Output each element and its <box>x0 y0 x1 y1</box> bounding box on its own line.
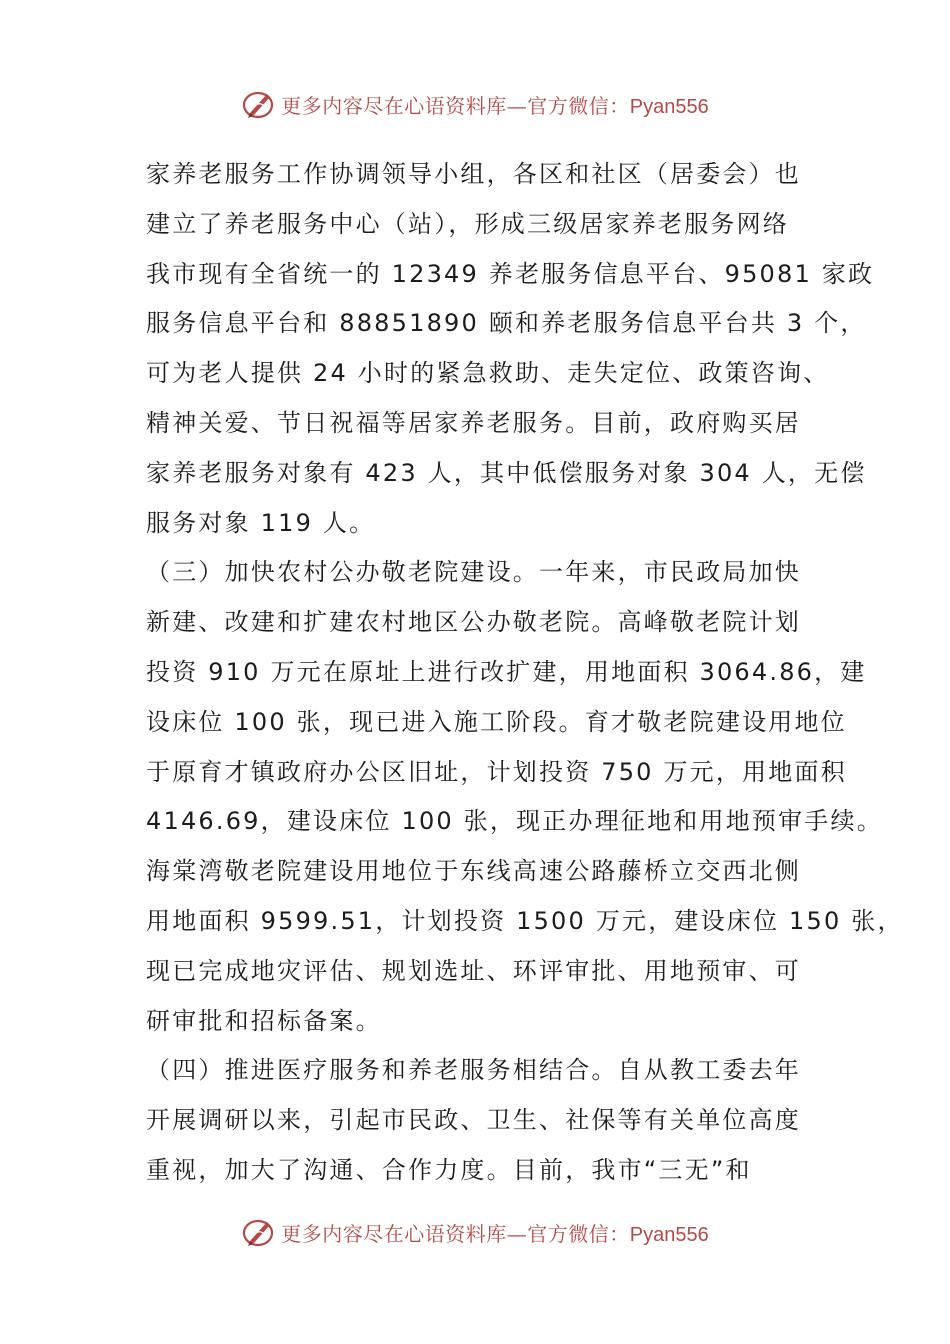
pen-logo-icon <box>241 86 277 122</box>
footer-wechat-id: Pyan556 <box>629 1223 709 1246</box>
body-line: 新建、改建和扩建农村地区公办敬老院。高峰敬老院计划 <box>146 608 801 637</box>
header-banner-label: 更多内容尽在心语资料库—官方微信： <box>281 93 630 118</box>
body-line: 海棠湾敬老院建设用地位于东线高速公路藤桥立交西北侧 <box>146 857 801 886</box>
body-line: 精神关爱、节日祝福等居家养老服务。目前，政府购买居 <box>146 408 801 437</box>
body-line: 4146.69，建设床位 100 张，现正办理征地和用地预审手续。 <box>146 807 883 836</box>
body-line: 我市现有全省统一的 12349 养老服务信息平台、95081 家政 <box>146 259 875 288</box>
document-body <box>146 150 904 1196</box>
body-line: 现已完成地灾评估、规划选址、环评审批、用地预审、可 <box>146 956 801 985</box>
pen-logo-icon <box>241 1214 277 1250</box>
body-line: 服务信息平台和 88851890 颐和养老服务信息平台共 3 个， <box>146 309 867 338</box>
body-line: 重视，加大了沟通、合作力度。目前，我市“三无”和 <box>146 1155 752 1184</box>
header-banner <box>0 84 950 124</box>
body-line: 于原育才镇政府办公区旧址，计划投资 750 万元，用地面积 <box>146 757 847 786</box>
footer-banner-text <box>281 1218 708 1247</box>
body-line: 建立了养老服务中心（站），形成三级居家养老服务网络 <box>146 209 789 238</box>
footer-banner <box>0 1212 950 1252</box>
footer-banner-label: 更多内容尽在心语资料库—官方微信： <box>281 1221 630 1246</box>
section-heading-line: （四）推进医疗服务和养老服务相结合。自从教工委去年 <box>146 1056 801 1085</box>
header-wechat-id: Pyan556 <box>629 95 709 118</box>
body-line: 家养老服务工作协调领导小组，各区和社区（居委会）也 <box>146 160 801 188</box>
body-line: 家养老服务对象有 423 人，其中低偿服务对象 304 人，无偿 <box>146 458 867 487</box>
body-line: 开展调研以来，引起市民政、卫生、社保等有关单位高度 <box>146 1106 801 1135</box>
header-banner-text <box>281 90 708 119</box>
body-line: 用地面积 9599.51，计划投资 1500 万元，建设床位 150 张， <box>146 906 904 935</box>
body-line: 可为老人提供 24 小时的紧急救助、走失定位、政策咨询、 <box>146 359 830 388</box>
body-line: 研审批和招标备案。 <box>146 1006 382 1035</box>
body-line: 服务对象 119 人。 <box>146 508 376 537</box>
body-line: 设床位 100 张，现已进入施工阶段。育才敬老院建设用地位 <box>146 707 847 736</box>
section-heading-line: （三）加快农村公办敬老院建设。一年来，市民政局加快 <box>146 558 801 587</box>
body-line: 投资 910 万元在原址上进行改扩建，用地面积 3064.86，建 <box>146 657 867 686</box>
